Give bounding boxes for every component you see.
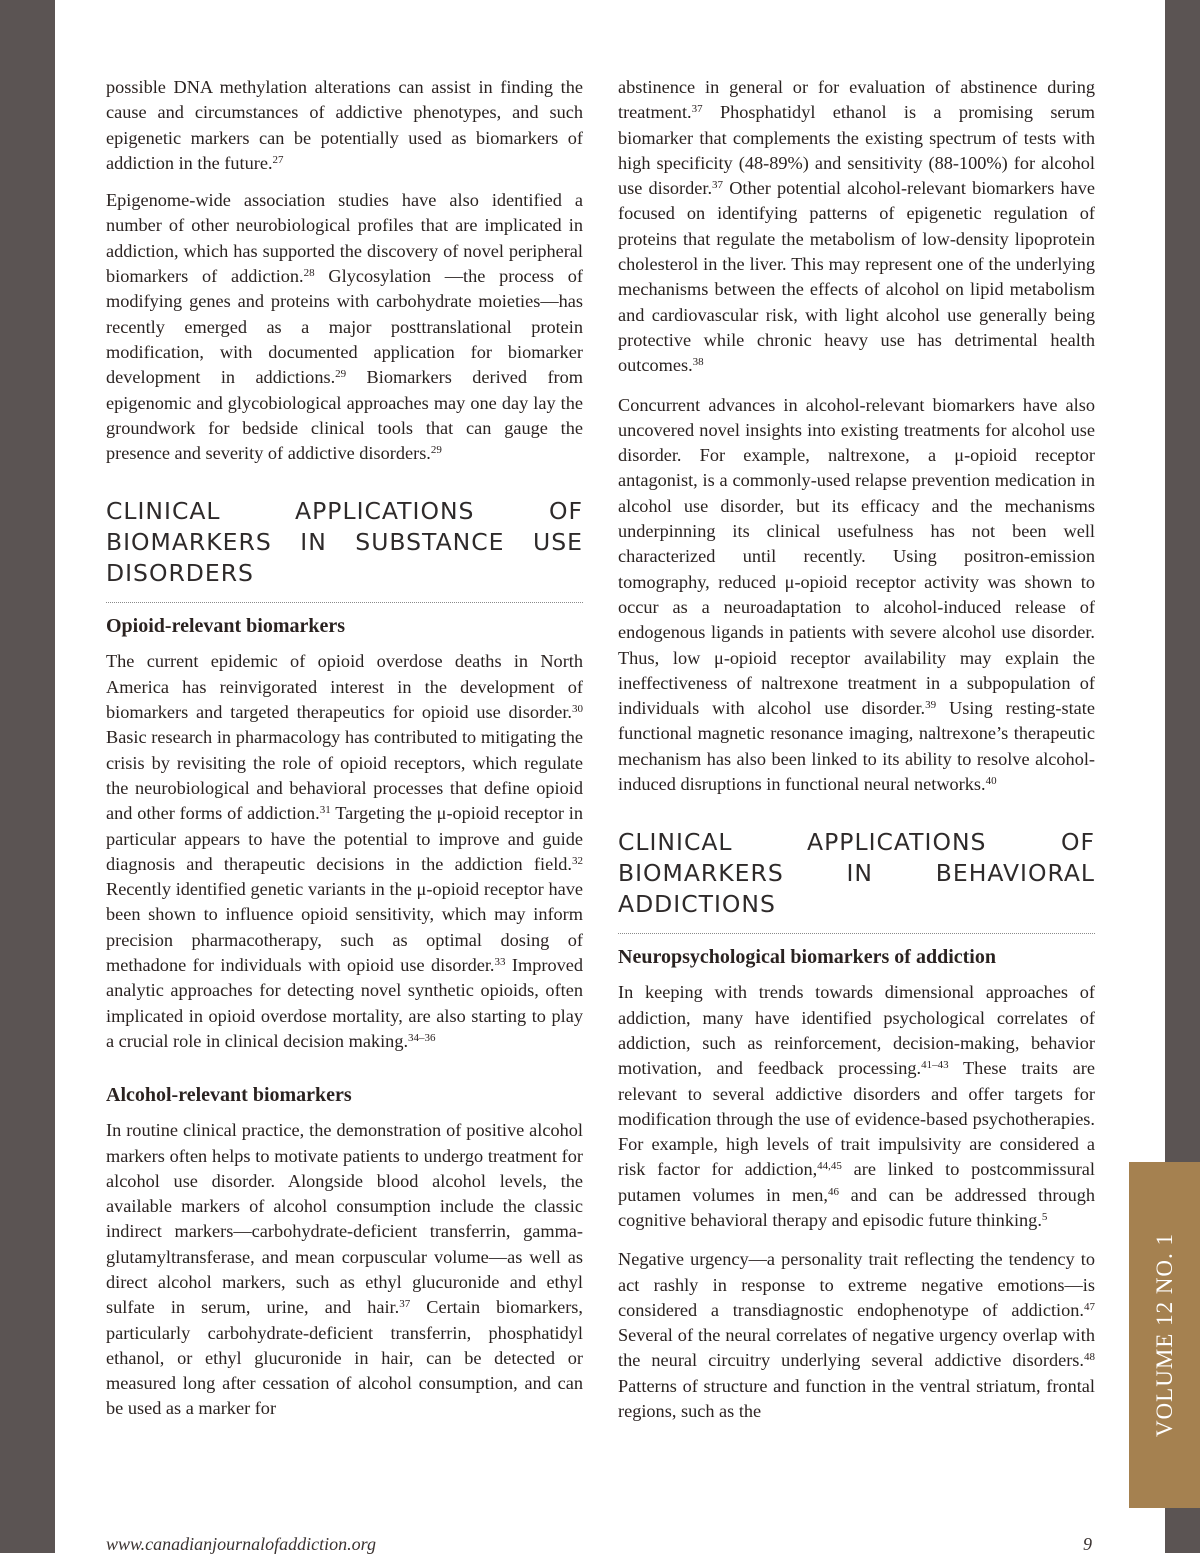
citation: 32 (572, 854, 583, 867)
paragraph: Negative urgency—a personality trait reflecting the tendency to act rashly in response to extreme negative emotions—is considered a transdiagnostic endophenotype of addiction.$^{47}$ Several of the neural correlates of negative urgency overlap with the neural circuitry underlying several addictive disorders.$^{48}$ Patterns of structure and function in the ventral striatum, frontal regions, such as the (618, 1249, 1095, 1422)
citation: 29 (335, 368, 347, 381)
paragraph: Concurrent advances in alcohol-relevant biomarkers have also uncovered novel insights into existing treatments for alcohol use disorder. For example, naltrexone, a μ-opioid receptor antagonist, is a commonly-used relapse prevention medication in alcohol use disorder, but its efficacy and the mechanisms underpinning its clinical usefulness has not been well characterized until recently. Using positron-emission tomography, reduced μ-opioid receptor activity was shown to occur as a neuroadaptation to alcohol-induced release of endogenous ligands in patients with severe alcohol use disorder. Thus, low μ-opioid receptor availability may explain the ineffectiveness of naltrexone treatment in a subpopulation of individuals with alcohol use disorder.$^{39}$ Using resting-state functional magnetic resonance imaging, naltrexone’s therapeutic mechanism has also been linked to its ability to resolve alcohol-induced disruptions in functional neural networks.$^{40}$ (618, 394, 1095, 795)
heading-divider (618, 933, 1095, 934)
citation: 39 (925, 699, 937, 712)
paragraph: Epigenome-wide association studies have also identified a number of other neurobiological profiles that are implicated in addiction, which has supported the discovery of novel peripheral biomarkers of addiction.$^{28}$ Glycosylation —the process of modifying genes and proteins with carbohydrate moieties—has recently emerged as a major posttranslational protein modification, with documented application for biomarker development in addictions.$^{29}$ Biomarkers derived from epigenomic and glycobiological approaches may one day lay the groundwork for bedside clinical tools that can gauge the presence and severity of addictive disorders.$^{29}$ (106, 190, 583, 464)
subheading: Alcohol-relevant biomarkers (106, 1084, 352, 1107)
citation: 40 (985, 775, 997, 788)
paragraph: In routine clinical practice, the demonstration of positive alcohol markers often helps to motivate patients to undergo treatment for alcohol use disorder. Alongside blood alcohol levels, the available markers of alcohol consumption include the classic indirect markers—carbohydrate-deficient transferrin, gamma-glutamyltransferase, and mean corpuscular volume—as well as direct alcohol markers, such as ethyl glucuronide and ethyl sulfate in serum, urine, and hair.$^{37}$ Certain biomarkers, particularly carbohydrate-deficient transferrin, phosphatidyl ethanol, or ethyl glucuronide in hair, can be detected or measured long after cessation of alcohol consumption, and can be used as a marker for (106, 1120, 583, 1419)
heading-divider (106, 602, 583, 603)
paragraph: In keeping with trends towards dimensional approaches of addiction, many have identified psychological correlates of addiction, such as reinforcement, decision-making, behavior motivation, and feedback processing.$^{41-43}$ These traits are relevant to several addictive disorders and offer targets for modification through the use of evidence-based psychotherapies. For example, high levels of trait impulsivity are considered a risk factor for addiction,$^{44,45}$ are linked to postcommissural putamen volumes in men,$^{46}$ and can be addressed through cognitive behavioral therapy and episodic future thinking.$^5$ (618, 982, 1096, 1230)
citation: 33 (494, 956, 506, 969)
page-number: 9 (1083, 1534, 1092, 1554)
left-column (106, 75, 583, 1436)
citation: 37 (712, 179, 724, 192)
citation: 38 (692, 356, 704, 369)
citation: 28 (303, 267, 315, 280)
citation: 41–43 (921, 1059, 949, 1072)
left-margin-bar (0, 0, 55, 1553)
paragraph: abstinence in general or for evaluation of abstinence during treatment.$^{37}$ Phosphatidyl ethanol is a promising serum biomarker that complements the existing spectrum of tests with high specificity (48-89%) and sensitivity (88-100%) for alcohol use disorder.$^{37}$ Other potential alcohol-relevant biomarkers have focused on identifying patterns of epigenetic regulation of proteins that regulate the metabolism of low-density lipoprotein cholesterol in the liver. This may represent one of the underlying mechanisms between the effects of alcohol on lipid metabolism and cardiovascular risk, with light alcohol use generally being protective while chronic heavy use has detrimental health outcomes.$^{38}$ (618, 77, 1095, 376)
citation: 37 (691, 103, 703, 116)
citation: 34–36 (408, 1031, 436, 1044)
citation: 30 (572, 703, 583, 716)
paragraph: The current epidemic of opioid overdose deaths in North America has reinvigorated interest in the development of biomarkers and targeted therapeutics for opioid use disorder.$^{30}$ Basic research in pharmacology has contributed to mitigating the crisis by revisiting the role of opioid receptors, which regulate the neurobiological and behavioral processes that define opioid and other forms of addiction.$^{31}$ Targeting the μ-opioid receptor in particular appears to have the potential to improve and guide diagnosis and therapeutic decisions in the addiction field.$^{32}$ Recently identified genetic variants in the μ-opioid receptor have been shown to influence opioid sensitivity, which may inform precision pharmacotherapy, such as optimal dosing of methadone for individuals with opioid use disorder.$^{33}$ Improved analytic approaches for detecting novel synthetic opioids, often implicated in opioid overdose mortality, are also starting to play a crucial role in clinical decision making.$^{34-36}$ (106, 651, 583, 1051)
section-heading: CLINICAL APPLICATIONS OF BIOMARKERS IN SUBSTANCE USE DISORDERS (106, 497, 583, 588)
citation: 47 (1084, 1300, 1095, 1313)
citation: 48 (1084, 1351, 1095, 1364)
citation: 29 (430, 444, 442, 457)
subheading: Opioid-relevant biomarkers (106, 615, 346, 638)
citation: 5 (1041, 1210, 1048, 1223)
right-column (618, 75, 1095, 1438)
citation: 27 (272, 153, 284, 166)
journal-url[interactable]: www.canadianjournalofaddiction.org (106, 1534, 377, 1554)
section-heading: CLINICAL APPLICATIONS OF BIOMARKERS IN BEHAVIORAL ADDICTIONS (618, 828, 1095, 919)
citation: 46 (828, 1185, 839, 1198)
volume-tab (1129, 1162, 1200, 1508)
paragraph: possible DNA methylation alterations can assist in finding the cause and circumstances of addictive phenotypes, and such epigenetic markers can be potentially used as biomarkers of addiction in the future.$^{27}$ (106, 77, 583, 173)
citation: 31 (319, 804, 331, 817)
citation: 37 (399, 1298, 411, 1311)
citation: 44,45 (817, 1160, 842, 1173)
volume-label: VOLUME 12 NO. 1 (1151, 1232, 1177, 1438)
subheading: Neuropsychological biomarkers of addiction (618, 946, 996, 969)
